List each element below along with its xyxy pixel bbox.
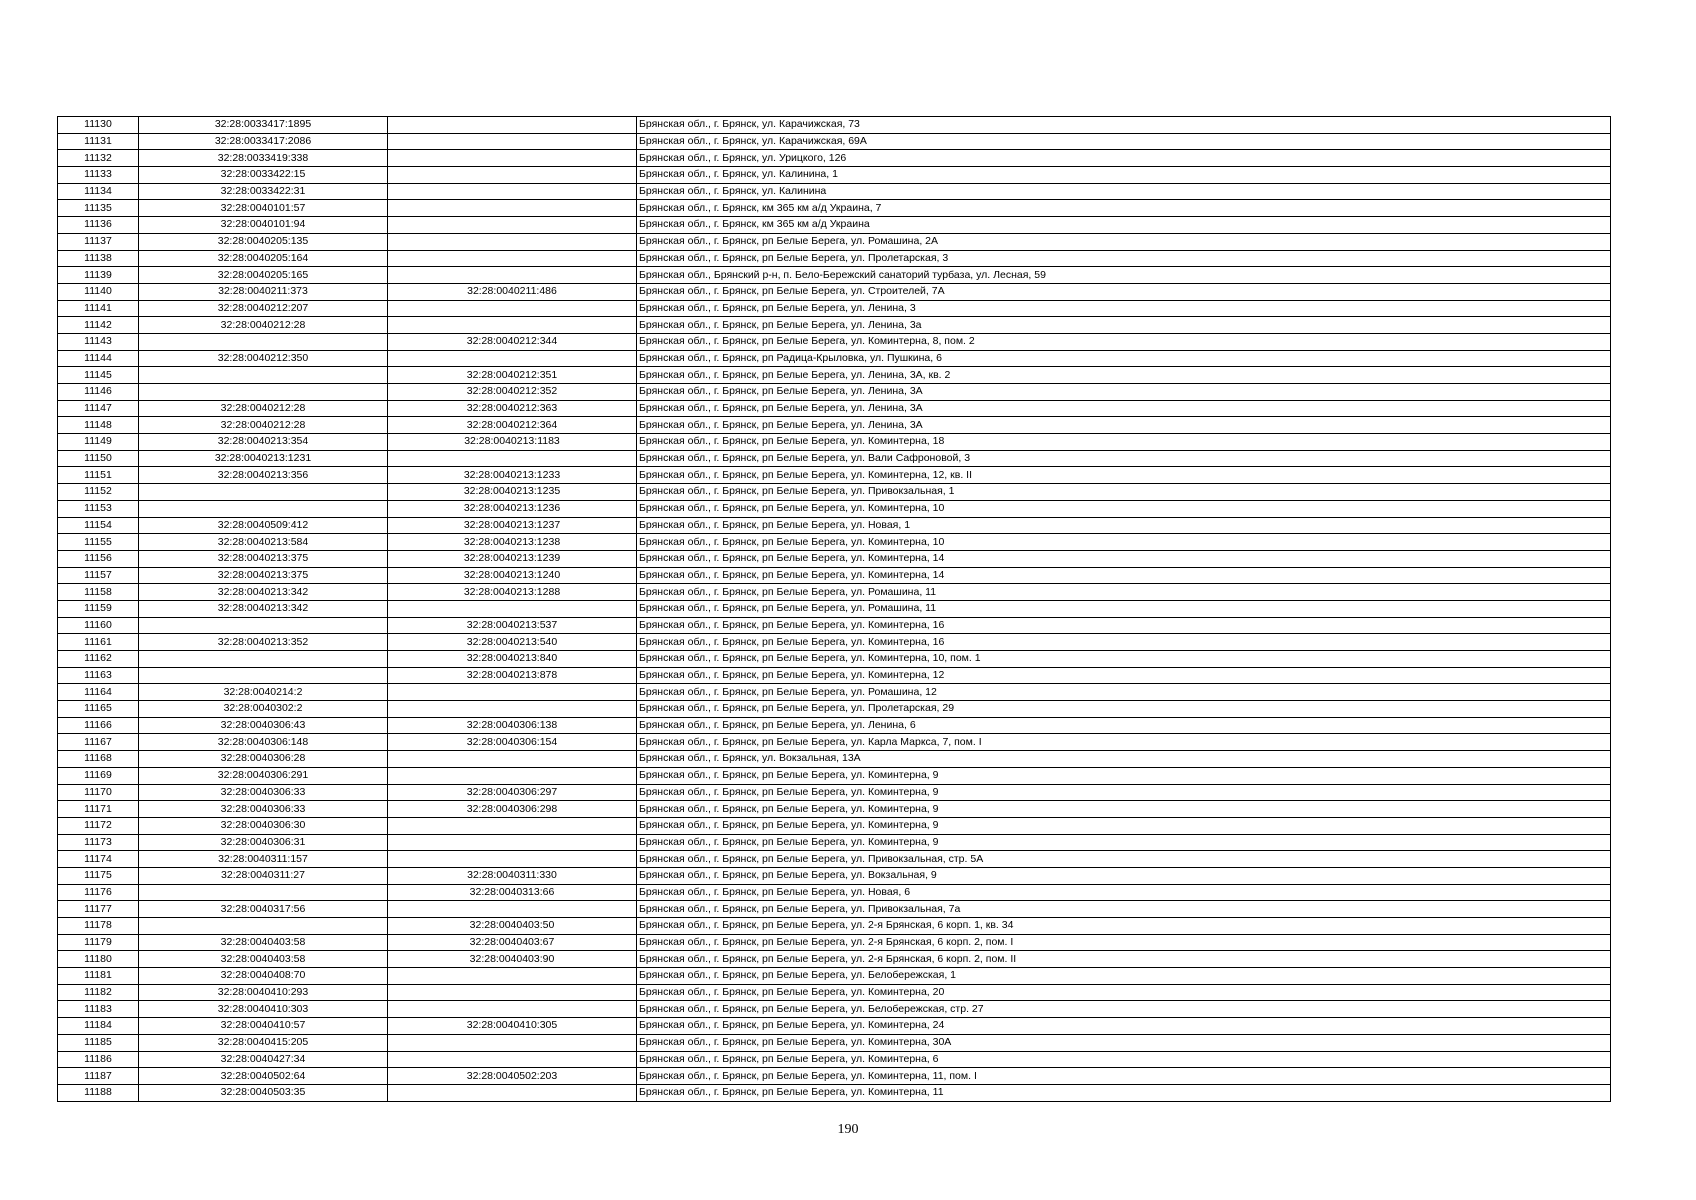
address-cell: Брянская обл., г. Брянск, рп Белые Берега, ул. Ромашина, 11 <box>637 584 1611 601</box>
related-cadastral-number-cell <box>388 767 637 784</box>
cadastral-number-cell: 32:28:0040205:165 <box>139 267 388 284</box>
table-row <box>58 534 1611 551</box>
table-row <box>58 200 1611 217</box>
cadastral-number-cell: 32:28:0040214:2 <box>139 684 388 701</box>
address-cell: Брянская обл., г. Брянск, рп Белые Берега, ул. Коминтерна, 30А <box>637 1034 1611 1051</box>
table-row <box>58 751 1611 768</box>
related-cadastral-number-cell: 32:28:0040212:344 <box>388 333 637 350</box>
address-cell: Брянская обл., г. Брянск, рп Белые Берега, ул. Коминтерна, 9 <box>637 834 1611 851</box>
row-number-cell: 11134 <box>58 183 139 200</box>
table-row <box>58 968 1611 985</box>
cadastral-number-cell: 32:28:0040213:375 <box>139 567 388 584</box>
row-number-cell: 11179 <box>58 934 139 951</box>
row-number-cell: 11166 <box>58 717 139 734</box>
table-row <box>58 1068 1611 1085</box>
cadastral-number-cell: 32:28:0040427:34 <box>139 1051 388 1068</box>
row-number-cell: 11156 <box>58 550 139 567</box>
table-row <box>58 1034 1611 1051</box>
cadastral-number-cell: 32:28:0040101:57 <box>139 200 388 217</box>
table-row <box>58 300 1611 317</box>
related-cadastral-number-cell: 32:28:0040213:1233 <box>388 467 637 484</box>
related-cadastral-number-cell <box>388 233 637 250</box>
table-row <box>58 384 1611 401</box>
row-number-cell: 11147 <box>58 400 139 417</box>
related-cadastral-number-cell: 32:28:0040212:363 <box>388 400 637 417</box>
address-cell: Брянская обл., г. Брянск, рп Белые Берега, ул. Коминтерна, 12 <box>637 667 1611 684</box>
cadastral-number-cell: 32:28:0033422:15 <box>139 167 388 184</box>
address-cell: Брянская обл., г. Брянск, рп Белые Берега, ул. Привокзальная, 1 <box>637 484 1611 501</box>
table-row <box>58 167 1611 184</box>
table-row <box>58 133 1611 150</box>
related-cadastral-number-cell: 32:28:0040213:1235 <box>388 484 637 501</box>
address-cell: Брянская обл., г. Брянск, рп Белые Берега, ул. Коминтерна, 9 <box>637 801 1611 818</box>
table-row <box>58 717 1611 734</box>
row-number-cell: 11133 <box>58 167 139 184</box>
row-number-cell: 11187 <box>58 1068 139 1085</box>
cadastral-number-cell: 32:28:0040212:207 <box>139 300 388 317</box>
cadastral-number-cell: 32:28:0040408:70 <box>139 968 388 985</box>
cadastral-number-cell: 32:28:0040415:205 <box>139 1034 388 1051</box>
row-number-cell: 11162 <box>58 651 139 668</box>
cadastral-number-cell: 32:28:0040317:56 <box>139 901 388 918</box>
address-cell: Брянская обл., г. Брянск, рп Белые Берега, ул. Ромашина, 2А <box>637 233 1611 250</box>
address-cell: Брянская обл., г. Брянск, ул. Урицкого, 126 <box>637 150 1611 167</box>
table-row <box>58 617 1611 634</box>
address-cell: Брянская обл., г. Брянск, рп Белые Берега, ул. Коминтерна, 11 <box>637 1084 1611 1101</box>
address-cell: Брянская обл., г. Брянск, рп Белые Берега, ул. Коминтерна, 9 <box>637 817 1611 834</box>
table-row <box>58 400 1611 417</box>
row-number-cell: 11165 <box>58 701 139 718</box>
row-number-cell: 11174 <box>58 851 139 868</box>
cadastral-number-cell <box>139 918 388 935</box>
cadastral-number-cell: 32:28:0040306:148 <box>139 734 388 751</box>
address-cell: Брянская обл., г. Брянск, ул. Карачижская, 69А <box>637 133 1611 150</box>
cadastral-number-cell: 32:28:0040211:373 <box>139 283 388 300</box>
row-number-cell: 11136 <box>58 217 139 234</box>
related-cadastral-number-cell <box>388 183 637 200</box>
related-cadastral-number-cell: 32:28:0040306:154 <box>388 734 637 751</box>
cadastral-number-cell: 32:28:0040302:2 <box>139 701 388 718</box>
address-cell: Брянская обл., г. Брянск, рп Белые Берега, ул. Привокзальная, стр. 5А <box>637 851 1611 868</box>
related-cadastral-number-cell <box>388 217 637 234</box>
table-row <box>58 567 1611 584</box>
related-cadastral-number-cell: 32:28:0040403:67 <box>388 934 637 951</box>
table-row <box>58 918 1611 935</box>
row-number-cell: 11153 <box>58 500 139 517</box>
table-row <box>58 851 1611 868</box>
related-cadastral-number-cell <box>388 133 637 150</box>
related-cadastral-number-cell: 32:28:0040213:1288 <box>388 584 637 601</box>
cadastral-number-cell: 32:28:0040213:342 <box>139 600 388 617</box>
cadastral-number-cell: 32:28:0040306:28 <box>139 751 388 768</box>
cadastral-number-cell: 32:28:0040212:350 <box>139 350 388 367</box>
cadastral-number-cell: 32:28:0040403:58 <box>139 934 388 951</box>
cadastral-number-cell: 32:28:0040205:135 <box>139 233 388 250</box>
table-row <box>58 834 1611 851</box>
address-cell: Брянская обл., г. Брянск, ул. Вокзальная, 13А <box>637 751 1611 768</box>
table-row <box>58 784 1611 801</box>
row-number-cell: 11157 <box>58 567 139 584</box>
cadastral-number-cell: 32:28:0040410:293 <box>139 984 388 1001</box>
address-cell: Брянская обл., г. Брянск, рп Белые Берега, ул. Пролетарская, 29 <box>637 701 1611 718</box>
related-cadastral-number-cell <box>388 684 637 701</box>
row-number-cell: 11169 <box>58 767 139 784</box>
address-cell: Брянская обл., г. Брянск, рп Белые Берега, ул. Вали Сафроновой, 3 <box>637 450 1611 467</box>
address-cell: Брянская обл., г. Брянск, рп Белые Берега, ул. Коминтерна, 8, пом. 2 <box>637 333 1611 350</box>
related-cadastral-number-cell: 32:28:0040403:90 <box>388 951 637 968</box>
related-cadastral-number-cell: 32:28:0040212:352 <box>388 384 637 401</box>
row-number-cell: 11182 <box>58 984 139 1001</box>
cadastral-number-cell: 32:28:0040410:57 <box>139 1018 388 1035</box>
cadastral-number-cell: 32:28:0040503:35 <box>139 1084 388 1101</box>
row-number-cell: 11150 <box>58 450 139 467</box>
row-number-cell: 11151 <box>58 467 139 484</box>
cadastral-number-cell: 32:28:0033422:31 <box>139 183 388 200</box>
address-cell: Брянская обл., г. Брянск, рп Белые Берега, ул. Ромашина, 12 <box>637 684 1611 701</box>
related-cadastral-number-cell: 32:28:0040213:540 <box>388 634 637 651</box>
address-cell: Брянская обл., г. Брянск, рп Белые Берега, ул. Коминтерна, 18 <box>637 434 1611 451</box>
row-number-cell: 11178 <box>58 918 139 935</box>
cadastral-number-cell <box>139 667 388 684</box>
page-number: 190 <box>837 1122 859 1137</box>
table-row <box>58 117 1611 134</box>
cadastral-number-cell: 32:28:0040311:27 <box>139 867 388 884</box>
cadastral-number-cell: 32:28:0040509:412 <box>139 517 388 534</box>
row-number-cell: 11139 <box>58 267 139 284</box>
related-cadastral-number-cell <box>388 350 637 367</box>
cadastral-number-cell: 32:28:0040213:1231 <box>139 450 388 467</box>
cadastral-table-body <box>58 117 1611 1102</box>
table-row <box>58 734 1611 751</box>
row-number-cell: 11186 <box>58 1051 139 1068</box>
address-cell: Брянская обл., г. Брянск, рп Белые Берега, ул. Коминтерна, 11, пом. I <box>637 1068 1611 1085</box>
related-cadastral-number-cell: 32:28:0040213:1236 <box>388 500 637 517</box>
address-cell: Брянская обл., г. Брянск, рп Белые Берега, ул. Новая, 6 <box>637 884 1611 901</box>
row-number-cell: 11143 <box>58 333 139 350</box>
cadastral-number-cell: 32:28:0040306:43 <box>139 717 388 734</box>
address-cell: Брянская обл., г. Брянск, рп Радица-Крыловка, ул. Пушкина, 6 <box>637 350 1611 367</box>
row-number-cell: 11167 <box>58 734 139 751</box>
address-cell: Брянская обл., г. Брянск, рп Белые Берега, ул. Вокзальная, 9 <box>637 867 1611 884</box>
address-cell: Брянская обл., г. Брянск, ул. Калинина, 1 <box>637 167 1611 184</box>
table-row <box>58 634 1611 651</box>
address-cell: Брянская обл., г. Брянск, рп Белые Берега, ул. Ленина, 3 <box>637 300 1611 317</box>
related-cadastral-number-cell <box>388 200 637 217</box>
address-cell: Брянская обл., Брянский р-н, п. Бело-Бережский санаторий турбаза, ул. Лесная, 59 <box>637 267 1611 284</box>
related-cadastral-number-cell: 32:28:0040213:1237 <box>388 517 637 534</box>
table-row <box>58 767 1611 784</box>
address-cell: Брянская обл., г. Брянск, рп Белые Берега, ул. Коминтерна, 10 <box>637 534 1611 551</box>
row-number-cell: 11137 <box>58 233 139 250</box>
address-cell: Брянская обл., г. Брянск, км 365 км а/д Украина <box>637 217 1611 234</box>
cadastral-number-cell <box>139 651 388 668</box>
row-number-cell: 11138 <box>58 250 139 267</box>
cadastral-number-cell: 32:28:0040101:94 <box>139 217 388 234</box>
address-cell: Брянская обл., г. Брянск, ул. Калинина <box>637 183 1611 200</box>
address-cell: Брянская обл., г. Брянск, рп Белые Берега, ул. Коминтерна, 24 <box>637 1018 1611 1035</box>
cadastral-number-cell: 32:28:0040311:157 <box>139 851 388 868</box>
table-row <box>58 951 1611 968</box>
cadastral-number-cell: 32:28:0040306:33 <box>139 784 388 801</box>
address-cell: Брянская обл., г. Брянск, рп Белые Берега, ул. Коминтерна, 10 <box>637 500 1611 517</box>
table-row <box>58 217 1611 234</box>
row-number-cell: 11146 <box>58 384 139 401</box>
cadastral-number-cell <box>139 367 388 384</box>
table-row <box>58 1001 1611 1018</box>
address-cell: Брянская обл., г. Брянск, рп Белые Берега, ул. Коминтерна, 16 <box>637 634 1611 651</box>
row-number-cell: 11176 <box>58 884 139 901</box>
row-number-cell: 11152 <box>58 484 139 501</box>
related-cadastral-number-cell <box>388 117 637 134</box>
table-row <box>58 984 1611 1001</box>
related-cadastral-number-cell: 32:28:0040410:305 <box>388 1018 637 1035</box>
row-number-cell: 11148 <box>58 417 139 434</box>
table-row <box>58 934 1611 951</box>
cadastral-number-cell: 32:28:0040213:375 <box>139 550 388 567</box>
related-cadastral-number-cell <box>388 450 637 467</box>
related-cadastral-number-cell <box>388 317 637 334</box>
row-number-cell: 11175 <box>58 867 139 884</box>
row-number-cell: 11159 <box>58 600 139 617</box>
row-number-cell: 11164 <box>58 684 139 701</box>
cadastral-number-cell: 32:28:0040306:291 <box>139 767 388 784</box>
address-cell: Брянская обл., г. Брянск, рп Белые Берега, ул. Коминтерна, 12, кв. II <box>637 467 1611 484</box>
table-row <box>58 901 1611 918</box>
cadastral-number-cell: 32:28:0040306:30 <box>139 817 388 834</box>
table-row <box>58 150 1611 167</box>
table-row <box>58 550 1611 567</box>
row-number-cell: 11168 <box>58 751 139 768</box>
related-cadastral-number-cell: 32:28:0040212:351 <box>388 367 637 384</box>
table-row <box>58 233 1611 250</box>
cadastral-number-cell: 32:28:0040213:584 <box>139 534 388 551</box>
row-number-cell: 11145 <box>58 367 139 384</box>
table-row <box>58 450 1611 467</box>
cadastral-number-cell: 32:28:0033417:2086 <box>139 133 388 150</box>
cadastral-number-cell: 32:28:0033419:338 <box>139 150 388 167</box>
address-cell: Брянская обл., г. Брянск, рп Белые Берега, ул. Карла Маркса, 7, пом. I <box>637 734 1611 751</box>
row-number-cell: 11170 <box>58 784 139 801</box>
related-cadastral-number-cell: 32:28:0040213:537 <box>388 617 637 634</box>
table-row <box>58 517 1611 534</box>
related-cadastral-number-cell: 32:28:0040306:138 <box>388 717 637 734</box>
cadastral-number-cell <box>139 333 388 350</box>
cadastral-number-cell: 32:28:0040306:33 <box>139 801 388 818</box>
table-row <box>58 283 1611 300</box>
row-number-cell: 11140 <box>58 283 139 300</box>
address-cell: Брянская обл., г. Брянск, рп Белые Берега, ул. Пролетарская, 3 <box>637 250 1611 267</box>
address-cell: Брянская обл., г. Брянск, рп Белые Берега, ул. Ленина, 3а <box>637 317 1611 334</box>
address-cell: Брянская обл., г. Брянск, рп Белые Берега, ул. Ленина, 3А <box>637 384 1611 401</box>
row-number-cell: 11184 <box>58 1018 139 1035</box>
table-row <box>58 884 1611 901</box>
related-cadastral-number-cell: 32:28:0040213:1240 <box>388 567 637 584</box>
address-cell: Брянская обл., г. Брянск, рп Белые Берега, ул. Ленина, 6 <box>637 717 1611 734</box>
related-cadastral-number-cell: 32:28:0040403:50 <box>388 918 637 935</box>
related-cadastral-number-cell: 32:28:0040313:66 <box>388 884 637 901</box>
related-cadastral-number-cell <box>388 968 637 985</box>
cadastral-number-cell: 32:28:0040502:64 <box>139 1068 388 1085</box>
table-row <box>58 1051 1611 1068</box>
cadastral-number-cell <box>139 617 388 634</box>
cadastral-number-cell <box>139 384 388 401</box>
table-row <box>58 584 1611 601</box>
address-cell: Брянская обл., г. Брянск, рп Белые Берега, ул. Коминтерна, 10, пом. 1 <box>637 651 1611 668</box>
related-cadastral-number-cell <box>388 1084 637 1101</box>
row-number-cell: 11160 <box>58 617 139 634</box>
cadastral-table <box>57 116 1611 1102</box>
address-cell: Брянская обл., г. Брянск, рп Белые Берега, ул. Новая, 1 <box>637 517 1611 534</box>
table-row <box>58 1018 1611 1035</box>
row-number-cell: 11149 <box>58 434 139 451</box>
cadastral-number-cell: 32:28:0040212:28 <box>139 417 388 434</box>
related-cadastral-number-cell <box>388 851 637 868</box>
table-row <box>58 467 1611 484</box>
related-cadastral-number-cell <box>388 600 637 617</box>
related-cadastral-number-cell <box>388 834 637 851</box>
table-row <box>58 333 1611 350</box>
related-cadastral-number-cell <box>388 150 637 167</box>
address-cell: Брянская обл., г. Брянск, ул. Карачижская, 73 <box>637 117 1611 134</box>
address-cell: Брянская обл., г. Брянск, рп Белые Берега, ул. Коминтерна, 14 <box>637 567 1611 584</box>
address-cell: Брянская обл., г. Брянск, рп Белые Берега, ул. Белобережская, 1 <box>637 968 1611 985</box>
related-cadastral-number-cell: 32:28:0040213:1238 <box>388 534 637 551</box>
table-row <box>58 367 1611 384</box>
address-cell: Брянская обл., г. Брянск, рп Белые Берега, ул. Коминтерна, 6 <box>637 1051 1611 1068</box>
row-number-cell: 11131 <box>58 133 139 150</box>
table-row <box>58 267 1611 284</box>
related-cadastral-number-cell <box>388 267 637 284</box>
related-cadastral-number-cell <box>388 167 637 184</box>
related-cadastral-number-cell: 32:28:0040306:297 <box>388 784 637 801</box>
address-cell: Брянская обл., г. Брянск, рп Белые Берега, ул. Коминтерна, 20 <box>637 984 1611 1001</box>
related-cadastral-number-cell: 32:28:0040502:203 <box>388 1068 637 1085</box>
table-row <box>58 817 1611 834</box>
related-cadastral-number-cell <box>388 1034 637 1051</box>
cadastral-number-cell: 32:28:0040212:28 <box>139 317 388 334</box>
related-cadastral-number-cell <box>388 1001 637 1018</box>
address-cell: Брянская обл., г. Брянск, рп Белые Берега, ул. Коминтерна, 16 <box>637 617 1611 634</box>
related-cadastral-number-cell: 32:28:0040213:840 <box>388 651 637 668</box>
related-cadastral-number-cell: 32:28:0040213:1183 <box>388 434 637 451</box>
address-cell: Брянская обл., г. Брянск, км 365 км а/д Украина, 7 <box>637 200 1611 217</box>
table-row <box>58 701 1611 718</box>
table-row <box>58 500 1611 517</box>
table-row <box>58 1084 1611 1101</box>
cadastral-number-cell: 32:28:0040410:303 <box>139 1001 388 1018</box>
address-cell: Брянская обл., г. Брянск, рп Белые Берега, ул. Коминтерна, 9 <box>637 767 1611 784</box>
table-row <box>58 417 1611 434</box>
table-row <box>58 250 1611 267</box>
cadastral-number-cell: 32:28:0033417:1895 <box>139 117 388 134</box>
address-cell: Брянская обл., г. Брянск, рп Белые Берега, ул. Ленина, 3А <box>637 417 1611 434</box>
row-number-cell: 11173 <box>58 834 139 851</box>
address-cell: Брянская обл., г. Брянск, рп Белые Берега, ул. 2-я Брянская, 6 корп. 1, кв. 34 <box>637 918 1611 935</box>
address-cell: Брянская обл., г. Брянск, рп Белые Берега, ул. Привокзальная, 7а <box>637 901 1611 918</box>
related-cadastral-number-cell: 32:28:0040213:878 <box>388 667 637 684</box>
cadastral-number-cell <box>139 484 388 501</box>
cadastral-number-cell <box>139 884 388 901</box>
related-cadastral-number-cell <box>388 984 637 1001</box>
related-cadastral-number-cell: 32:28:0040212:364 <box>388 417 637 434</box>
table-row <box>58 801 1611 818</box>
row-number-cell: 11155 <box>58 534 139 551</box>
row-number-cell: 11135 <box>58 200 139 217</box>
related-cadastral-number-cell: 32:28:0040311:330 <box>388 867 637 884</box>
address-cell: Брянская обл., г. Брянск, рп Белые Берега, ул. Коминтерна, 14 <box>637 550 1611 567</box>
row-number-cell: 11158 <box>58 584 139 601</box>
row-number-cell: 11163 <box>58 667 139 684</box>
cadastral-number-cell: 32:28:0040213:354 <box>139 434 388 451</box>
related-cadastral-number-cell: 32:28:0040306:298 <box>388 801 637 818</box>
row-number-cell: 11188 <box>58 1084 139 1101</box>
cadastral-number-cell: 32:28:0040213:352 <box>139 634 388 651</box>
row-number-cell: 11183 <box>58 1001 139 1018</box>
related-cadastral-number-cell: 32:28:0040213:1239 <box>388 550 637 567</box>
table-row <box>58 183 1611 200</box>
row-number-cell: 11172 <box>58 817 139 834</box>
cadastral-number-cell: 32:28:0040213:356 <box>139 467 388 484</box>
related-cadastral-number-cell <box>388 300 637 317</box>
related-cadastral-number-cell <box>388 701 637 718</box>
cadastral-number-cell: 32:28:0040205:164 <box>139 250 388 267</box>
row-number-cell: 11141 <box>58 300 139 317</box>
table-row <box>58 651 1611 668</box>
related-cadastral-number-cell <box>388 1051 637 1068</box>
address-cell: Брянская обл., г. Брянск, рп Белые Берега, ул. Ромашина, 11 <box>637 600 1611 617</box>
related-cadastral-number-cell <box>388 901 637 918</box>
cadastral-number-cell: 32:28:0040403:58 <box>139 951 388 968</box>
row-number-cell: 11161 <box>58 634 139 651</box>
address-cell: Брянская обл., г. Брянск, рп Белые Берега, ул. 2-я Брянская, 6 корп. 2, пом. II <box>637 951 1611 968</box>
row-number-cell: 11171 <box>58 801 139 818</box>
cadastral-number-cell: 32:28:0040306:31 <box>139 834 388 851</box>
table-row <box>58 434 1611 451</box>
table-row <box>58 684 1611 701</box>
address-cell: Брянская обл., г. Брянск, рп Белые Берега, ул. Белобережская, стр. 27 <box>637 1001 1611 1018</box>
row-number-cell: 11142 <box>58 317 139 334</box>
address-cell: Брянская обл., г. Брянск, рп Белые Берега, ул. Ленина, 3А <box>637 400 1611 417</box>
table-row <box>58 484 1611 501</box>
row-number-cell: 11130 <box>58 117 139 134</box>
address-cell: Брянская обл., г. Брянск, рп Белые Берега, ул. Коминтерна, 9 <box>637 784 1611 801</box>
related-cadastral-number-cell <box>388 817 637 834</box>
cadastral-number-cell: 32:28:0040212:28 <box>139 400 388 417</box>
row-number-cell: 11177 <box>58 901 139 918</box>
table-row <box>58 317 1611 334</box>
row-number-cell: 11181 <box>58 968 139 985</box>
row-number-cell: 11132 <box>58 150 139 167</box>
table-row <box>58 667 1611 684</box>
cadastral-number-cell <box>139 500 388 517</box>
related-cadastral-number-cell: 32:28:0040211:486 <box>388 283 637 300</box>
row-number-cell: 11154 <box>58 517 139 534</box>
row-number-cell: 11144 <box>58 350 139 367</box>
related-cadastral-number-cell <box>388 250 637 267</box>
row-number-cell: 11180 <box>58 951 139 968</box>
address-cell: Брянская обл., г. Брянск, рп Белые Берега, ул. 2-я Брянская, 6 корп. 2, пом. I <box>637 934 1611 951</box>
address-cell: Брянская обл., г. Брянск, рп Белые Берега, ул. Ленина, 3А, кв. 2 <box>637 367 1611 384</box>
row-number-cell: 11185 <box>58 1034 139 1051</box>
table-row <box>58 600 1611 617</box>
cadastral-number-cell: 32:28:0040213:342 <box>139 584 388 601</box>
table-row <box>58 867 1611 884</box>
address-cell: Брянская обл., г. Брянск, рп Белые Берега, ул. Строителей, 7А <box>637 283 1611 300</box>
table-row <box>58 350 1611 367</box>
related-cadastral-number-cell <box>388 751 637 768</box>
